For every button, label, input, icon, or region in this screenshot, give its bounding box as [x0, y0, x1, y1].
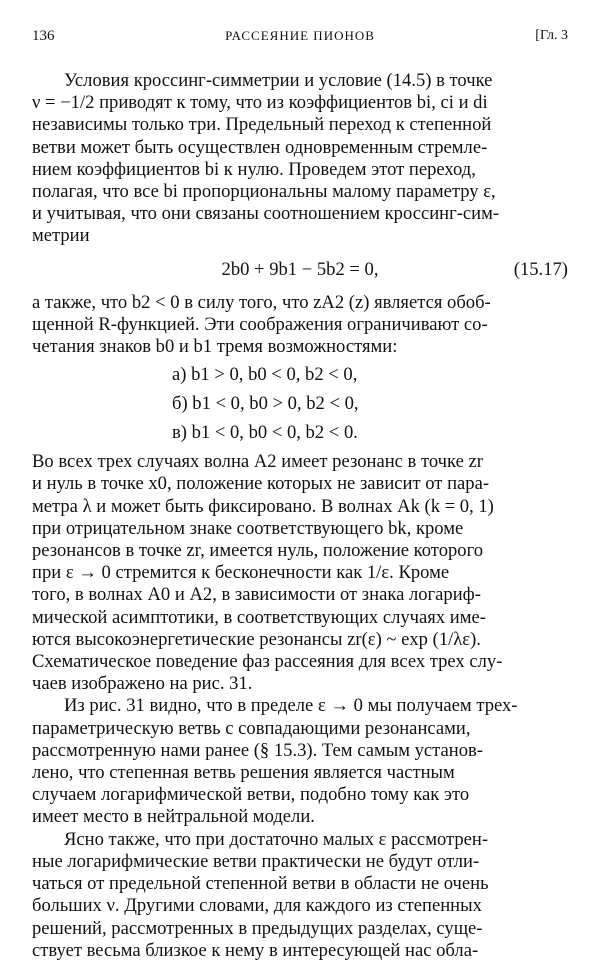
paragraph-conditions — [32, 70, 568, 248]
text-line: ν = −1/2 приводят к тому, что из коэффициентов bi, ci и di — [32, 92, 488, 114]
text-line: имеет место в нейтральной модели. — [32, 806, 315, 828]
text-line: решений, рассмотренных в предыдущих разделах, суще- — [32, 917, 483, 939]
text-line: рассмотренную нами ранее (§ 15.3). Тем самым установ- — [32, 739, 483, 761]
text-line: четания знаков b0 и b1 тремя возможностями: — [32, 336, 398, 358]
case-c: в) b1 < 0, b0 < 0, b2 < 0. — [172, 422, 358, 444]
text-line: и учитывая, что они связаны соотношением кроссинг-сим- — [32, 203, 500, 225]
text-line: ные логарифмические ветви практически не будут отли- — [32, 850, 480, 872]
text-line: при отрицательном знаке соответствующего bk, кроме — [32, 517, 464, 539]
running-title: РАССЕЯНИЕ ПИОНОВ — [225, 28, 375, 43]
text-line: Из рис. 31 видно, что в пределе ε → 0 мы получаем трех- — [64, 695, 518, 717]
text-line: при ε → 0 стремится к бесконечности как 1/ε. Кроме — [32, 562, 450, 584]
text-line: независимы только три. Предельный переход к степенной — [32, 114, 492, 136]
text-line: мической асимптотики, в соответствующих случаях име- — [32, 606, 486, 628]
cases-list — [172, 360, 568, 447]
paragraph-sign-combinations — [32, 292, 568, 359]
case-b: б) b1 < 0, b0 > 0, b2 < 0, — [172, 393, 359, 415]
equation-formula: 2b0 + 9b1 − 5b2 = 0, — [221, 258, 379, 280]
text-line: Во всех трех случаях волна A2 имеет резонанс в точке zr — [32, 451, 483, 473]
text-line: а также, что b2 < 0 в силу того, что zA2 (z) является обоб- — [32, 291, 491, 313]
page-body — [32, 70, 568, 962]
text-line: ветви может быть осуществлен одновременным стремле- — [32, 136, 488, 158]
text-line: нием коэффициентов bi к нулю. Проведем этот переход, — [32, 158, 476, 180]
text-line: чаться от предельной степенной ветви в области не очень — [32, 873, 489, 895]
text-line: лено, что степенная ветвь решения является частным — [32, 762, 455, 784]
text-line: и нуль в точке x0, положение которых не зависит от пара- — [32, 473, 490, 495]
text-line: резонансов в точке zr, имеется нуль, положение которого — [32, 540, 484, 562]
text-line: Условия кроссинг-симметрии и условие (14.5) в точке — [64, 70, 493, 91]
text-line: чаев изображено на рис. 31. — [32, 673, 253, 695]
text-line: полагая, что все bi пропорциональны малому параметру ε, — [32, 181, 496, 203]
running-header — [32, 28, 568, 48]
paragraph-conclusion — [32, 829, 568, 962]
paragraph-waves — [32, 451, 568, 695]
text-line: Ясно также, что при достаточно малых ε рассмотрен- — [64, 828, 489, 850]
text-line: ются высокоэнергетические резонансы zr(ε) ~ exp (1/λε). — [32, 628, 481, 650]
chapter-label: [Гл. 3 — [535, 28, 568, 43]
text-line: параметрическую ветвь с совпадающими резонансами, — [32, 717, 471, 739]
case-a: а) b1 > 0, b0 < 0, b2 < 0, — [172, 364, 358, 386]
text-line: того, в волнах A0 и A2, в зависимости от знака логариф- — [32, 584, 481, 606]
page-number: 136 — [32, 28, 55, 44]
text-line: случаем логарифмической ветви, подобно тому как это — [32, 784, 470, 806]
equation-number: (15.17) — [513, 258, 568, 280]
text-line: Схематическое поведение фаз рассеяния для всех трех слу- — [32, 651, 503, 673]
text-line: метра λ и может быть фиксировано. В волнах Ak (k = 0, 1) — [32, 495, 494, 517]
equation-15-17 — [32, 248, 568, 292]
text-line: метрии — [32, 225, 90, 247]
paragraph-figure-31 — [32, 695, 568, 828]
text-line: больших ν. Другими словами, для каждого из степенных — [32, 895, 482, 917]
text-line: ствует весьма близкое к нему в интересующей нас обла- — [32, 939, 479, 961]
text-line: щенной R-функцией. Эти соображения ограничивают со- — [32, 313, 488, 335]
